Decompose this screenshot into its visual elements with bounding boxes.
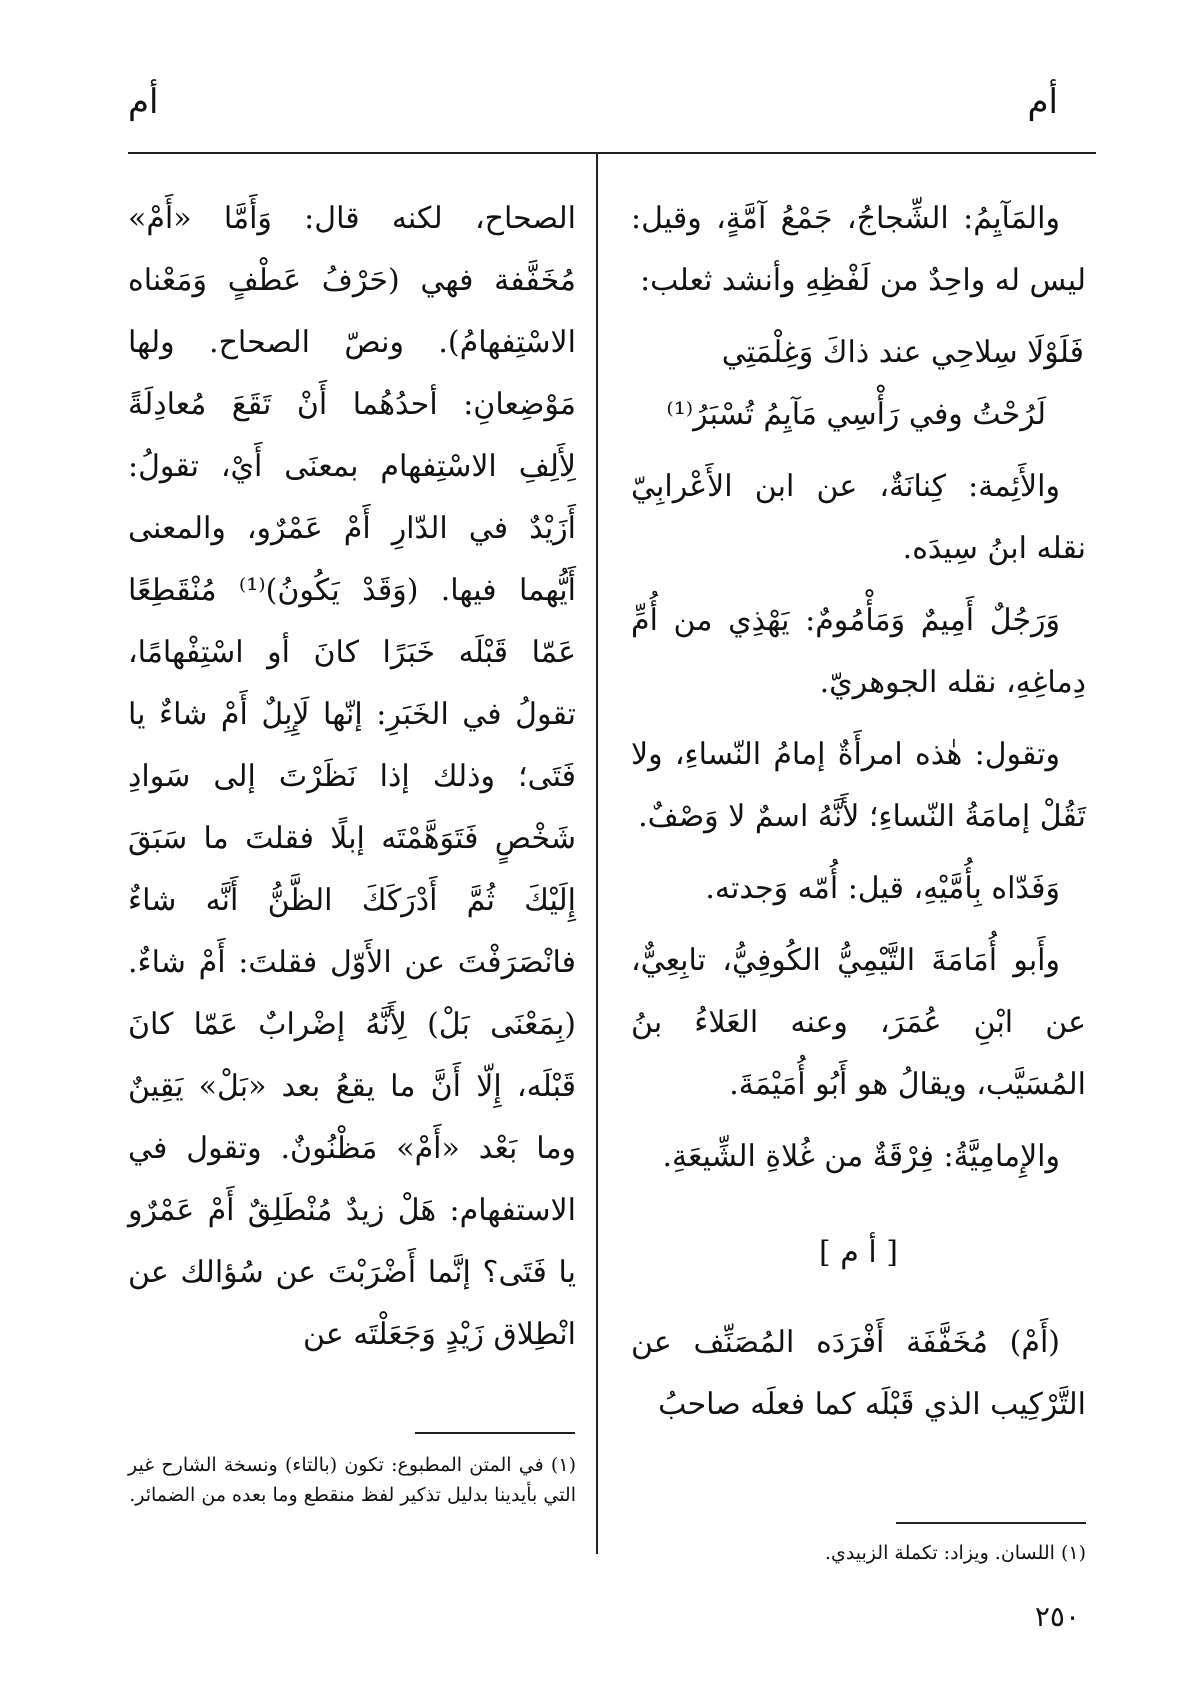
- paragraph-maayim: والمَآيِمُ: الشِّجاجُ، جَمْعُ آمَّةٍ، وقيل: ليس له واحِدٌ من لَفْظِهِ وأنشد ثعلب:: [631, 201, 1086, 298]
- entry-heading: [ أ م ]: [819, 1235, 898, 1270]
- paragraph-abu-umama: وأَبو أُمَامَةَ التَّيْمِيُّ الكُوفِيُّ، تابِعِيٌّ، عن ابْنِ عُمَرَ، وعنه العَلاءُ بنُ المُسَيَّب، ويقالُ هو أَبُو أُمَيْمَةَ.: [631, 943, 1086, 1102]
- page-number: ٢٥٠: [1034, 1600, 1080, 1633]
- verse-line-1: فَلَوْلَا سِلاحِي عند ذاكَ وَغِلْمَتِي: [721, 335, 1084, 370]
- verse-line-2: لَرُحْتُ وفي رَأْسِي مَآيِمُ تُسْبَرُ⁽¹⁾: [666, 397, 1046, 432]
- running-header-left: أم: [128, 82, 159, 122]
- paragraph-aimma: والأَئِمة: كِنانَةٌ، عن ابن الأَعْرابِيّ نقله ابنُ سِيدَه.: [631, 469, 1086, 566]
- footnote-right: (١) اللسان. ويزاد: تكملة الزبيدي.: [824, 1542, 1086, 1564]
- footnote-rule-left: [415, 1432, 575, 1434]
- paragraph-imam-nisa: وتقول: هٰذه امرأَةٌ إمامُ النّساءِ، ولا تَقُلْ إمامَةُ النّساءِ؛ لأَنَّهُ اسمٌ لا وَصْفٌ.: [631, 737, 1086, 834]
- footnote-rule-right: [896, 1522, 1086, 1524]
- left-column: [128, 188, 576, 1366]
- paragraph-am-continued: الصحاح، لكنه قال: وَأَمَّا «أَمْ» مُخَفَّفة فهي (حَرْفُ عَطْفٍ وَمَعْناه الاسْتِفهامُ). ونصّ الصحاح. ولها مَوْضِعانِ: أحدُهُما أَنْ تَقَعَ مُعادِلَةً لِأَلِفِ الاسْتِفهام بمعنَى أَيْ، تقولُ: أَزَيْدٌ في الدّارِ أَمْ عَمْرٌو، والمعنى أَيُّهما فيها. (وَقَدْ يَكُونُ)⁽¹⁾ مُنْقَطِعًا عَمّا قَبْلَه خَبَرًا كانَ أو اسْتِفْهامًا، تقولُ في الخَبَرِ: إنّها لَإِبِلٌ أَمْ شاءٌ يا فَتَى؛ وذلك إذا نَظَرْتَ إلى سَوادِ شَخْصٍ فَتَوَهَّمْتَه إبلًا فقلتَ ما سَبَقَ إِلَيْكَ ثُمَّ أَدْرَكَكَ الظَّنُّ أَنَّه شاءٌ فانْصَرَفْتَ عن الأَوّل فقلتَ: أَمْ شاءٌ. (بِمَعْنَى بَلْ) لِأَنَّهُ إضْرابٌ عَمّا كانَ قَبْلَه، إِلّا أَنَّ ما يقعُ بعد «بَلْ» يَقِينٌ وما بَعْد «أَمْ» مَظْنُونٌ. وتقول في الاستفهام: هَلْ زيدٌ مُنْطَلِقٌ أَمْ عَمْرٌو يا فَتَى؟ إنَّما أَضْرَبْتَ عن سُؤالك عن انْطِلاق زَيْدٍ وَجَعَلْتَه عن: [128, 201, 576, 1352]
- footnote-left: (١) في المتن المطبوع: تكون (بالتاء) ونسخة الشارح غير التي بأيدينا بدليل تذكير لفظ منقطع وما بعده من الضمائر.: [128, 1454, 576, 1506]
- paragraph-imamiyya: والإِمامِيَّةُ: فِرْقَةٌ من غُلاةِ الشِّيعَةِ.: [662, 1139, 1060, 1174]
- paragraph-ummayhi: وَفَدّاه بِأُمَّيْهِ، قيل: أُمّه وَجدته.: [705, 871, 1060, 906]
- column-divider: [596, 154, 598, 1554]
- header-rule: [128, 152, 1096, 154]
- right-column: [631, 188, 1086, 1436]
- running-header-right: أم: [1027, 82, 1058, 122]
- paragraph-am: (أَمْ) مُخَفَّفَة أَفْرَدَه المُصَنِّف عن التَّرْكِيب الذي قَبْلَه كما فعلَه صاحبُ: [631, 1325, 1086, 1422]
- paragraph-amim: وَرَجُلٌ أَمِيمٌ وَمَأْمُومٌ: يَهْذِي من أُمِّ دِماغِهِ، نقله الجوهريّ.: [631, 603, 1086, 700]
